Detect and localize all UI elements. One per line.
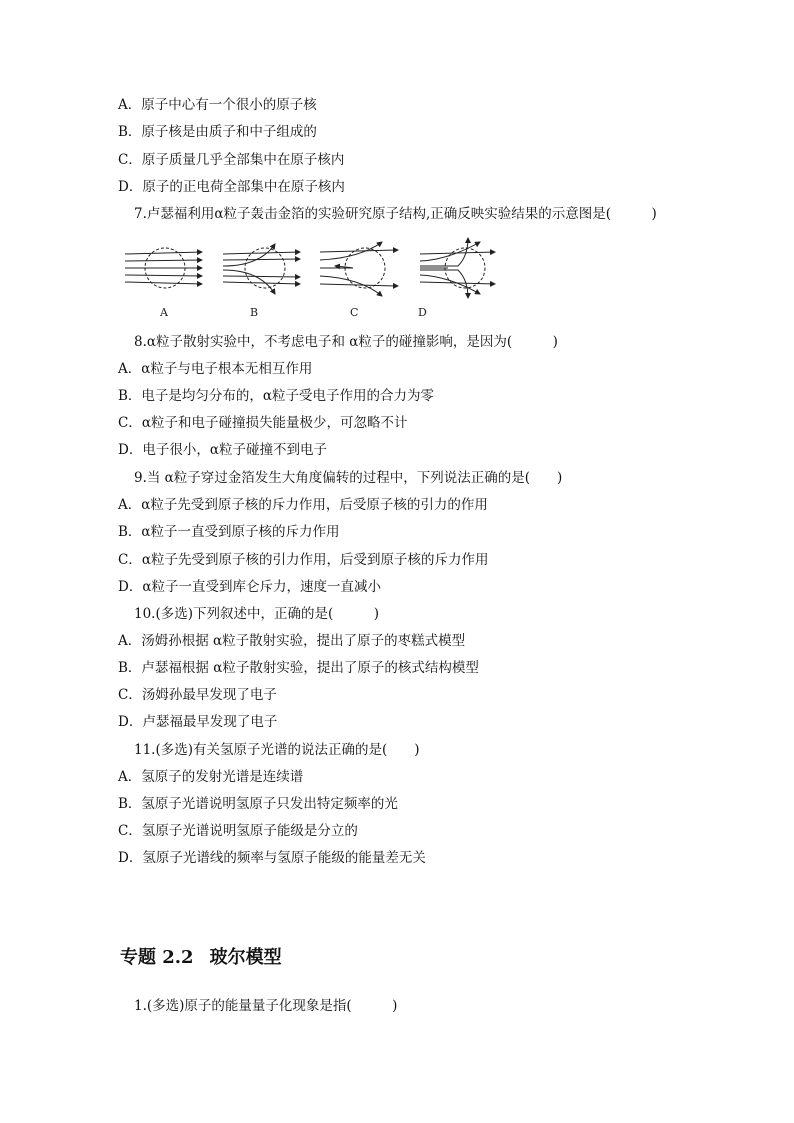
q8-option-d: D．电子很小，α粒子碰撞不到电子	[118, 442, 327, 458]
q10-option-d: D．卢瑟福最早发现了电子	[118, 714, 278, 730]
q6-option-c: C．原子质量几乎全部集中在原子核内	[118, 152, 345, 168]
alpha-scattering-figure	[120, 236, 520, 320]
q6-option-a: A．原子中心有一个很小的原子核	[118, 97, 317, 113]
q9-stem: 9.当 α粒子穿过金箔发生大角度偏转的过程中，下列说法正确的是( )	[134, 470, 563, 486]
q11-stem: 11.(多选)有关氢原子光谱的说法正确的是( )	[134, 742, 420, 758]
q10-option-a: A．汤姆孙根据 α粒子散射实验，提出了原子的枣糕式模型	[118, 633, 466, 649]
section-title: 玻尔模型	[209, 947, 282, 968]
section-number: 专题 2.2	[120, 947, 194, 968]
figure-label-d: D	[418, 306, 427, 319]
figure-label-a: A	[160, 306, 168, 319]
q10-option-c: C．汤姆孙最早发现了电子	[118, 687, 277, 703]
section2-q1-stem: 1.(多选)原子的能量量子化现象是指( )	[134, 998, 398, 1014]
q11-option-d: D．氢原子光谱线的频率与氢原子能级的能量差无关	[118, 850, 426, 866]
q9-option-c: C．α粒子先受到原子核的引力作用，后受到原子核的斥力作用	[118, 552, 489, 568]
section-heading	[120, 943, 282, 969]
q8-stem: 8.α粒子散射实验中，不考虑电子和 α粒子的碰撞影响，是因为( )	[134, 334, 558, 350]
q11-option-b: B．氢原子光谱说明氢原子只发出特定频率的光	[118, 796, 398, 812]
q9-option-b: B．α粒子一直受到原子核的斥力作用	[118, 524, 340, 540]
q10-stem: 10.(多选)下列叙述中，正确的是( )	[134, 606, 380, 622]
diagram-d	[420, 238, 495, 298]
diagram-c	[320, 242, 398, 296]
q8-option-b: B．电子是均匀分布的，α粒子受电子作用的合力为零	[118, 388, 435, 404]
q6-option-b: B．原子核是由质子和中子组成的	[118, 124, 317, 140]
q9-option-d: D．α粒子一直受到库仑斥力，速度一直减小	[118, 579, 381, 595]
q11-option-a: A．氢原子的发射光谱是连续谱	[118, 769, 304, 785]
q7-stem: 7.卢瑟福利用α粒子轰击金箔的实验研究原子结构,正确反映实验结果的示意图是( )	[134, 206, 657, 222]
q8-option-a: A．α粒子与电子根本无相互作用	[118, 361, 313, 377]
figure-label-b: B	[250, 306, 259, 319]
q10-option-b: B．卢瑟福根据 α粒子散射实验，提出了原子的核式结构模型	[118, 660, 479, 676]
figure-label-c: C	[350, 306, 359, 319]
q9-option-a: A．α粒子先受到原子核的斥力作用，后受原子核的引力的作用	[118, 497, 488, 513]
diagram-b	[223, 244, 300, 294]
q11-option-c: C．氢原子光谱说明氢原子能级是分立的	[118, 823, 358, 839]
diagram-a	[125, 248, 202, 288]
q8-option-c: C．α粒子和电子碰撞损失能量极少，可忽略不计	[118, 415, 408, 431]
q6-option-d: D．原子的正电荷全部集中在原子核内	[118, 179, 345, 195]
